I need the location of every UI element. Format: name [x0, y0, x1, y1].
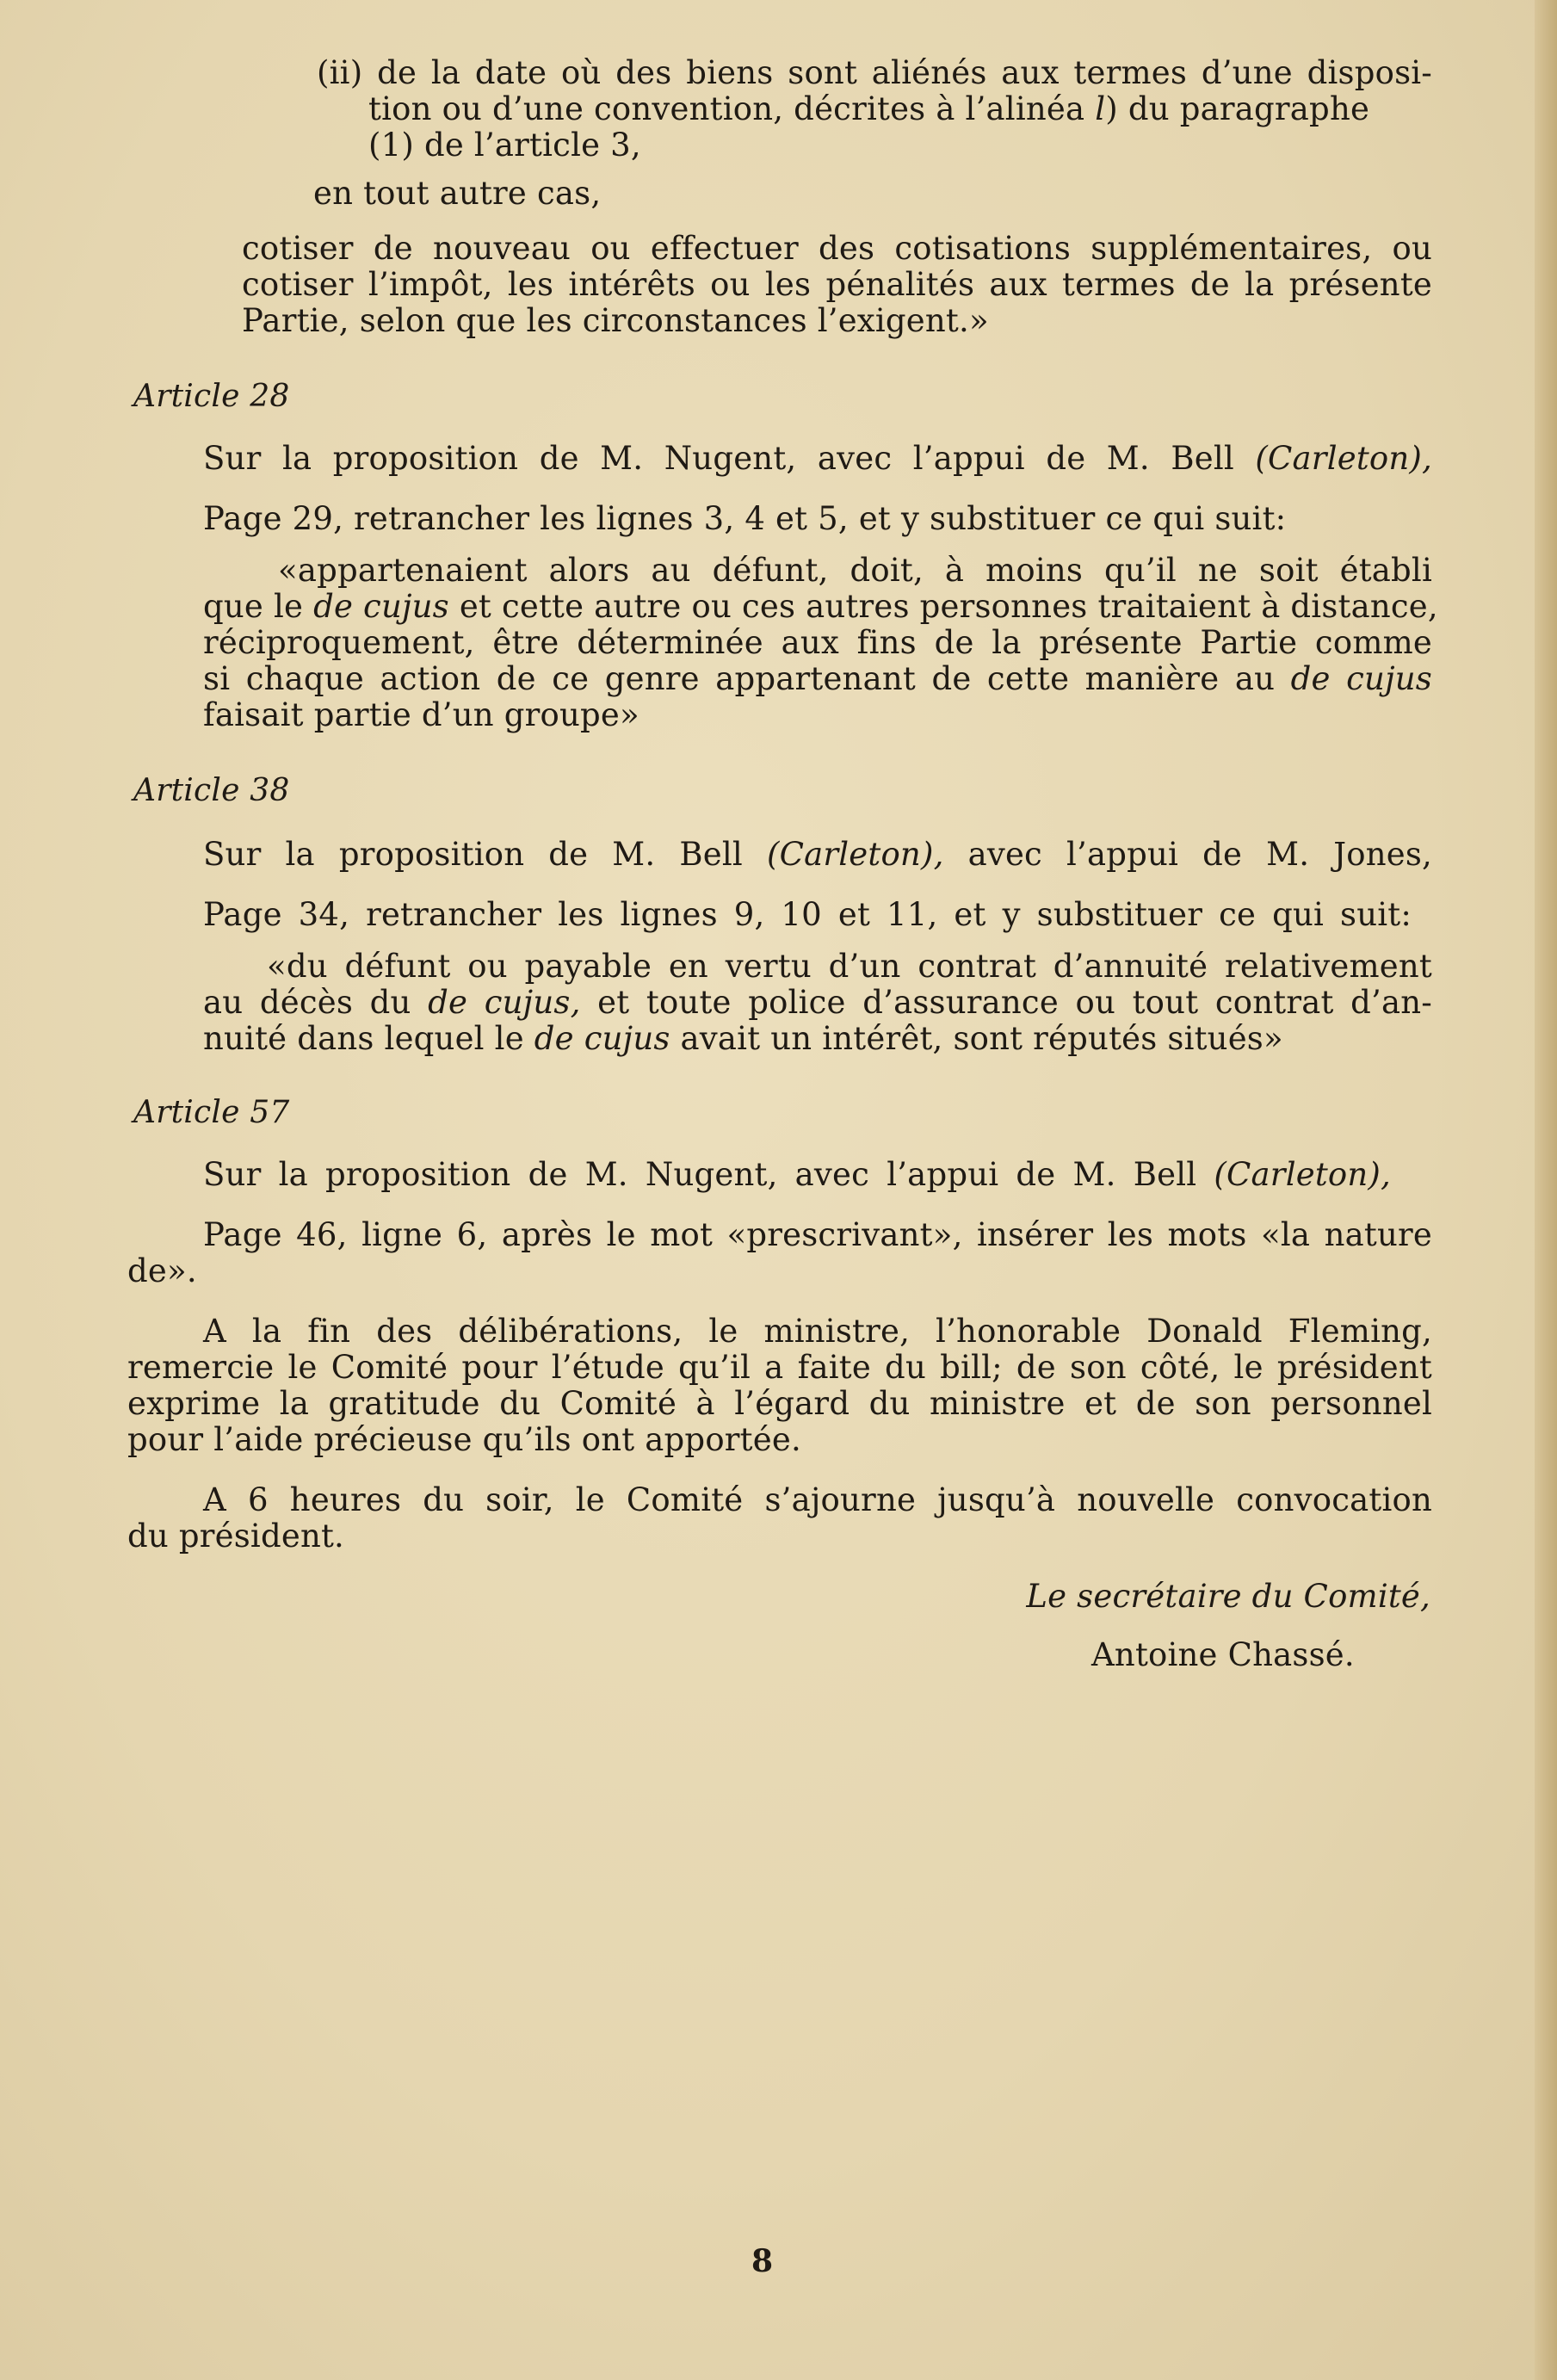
- paragraph-line: remercie le Comité pour l’étude qu’il a faite du bill; de son côté, le président: [127, 1349, 1432, 1386]
- page-number: 8: [751, 2243, 774, 2279]
- motion-line: [203, 1157, 1391, 1193]
- amendment-line: Page 46, ligne 6, après le mot «prescrivant», insérer les mots «la nature: [203, 1216, 1432, 1253]
- motion-line: [203, 837, 1432, 873]
- quote-line: [203, 1021, 1283, 1057]
- paragraph-line: A la fin des délibérations, le ministre, l’honorable Donald Fleming,: [203, 1313, 1432, 1350]
- text-segment: si chaque action de ce genre appartenant de cette manière au: [203, 660, 1291, 697]
- paragraph-line: pour l’aide précieuse qu’ils ont apportée.: [127, 1421, 801, 1458]
- amendment-line: Page 29, retrancher les lignes 3, 4 et 5, et y substituer ce qui suit:: [203, 500, 1287, 537]
- text-segment: Sur la proposition de M. Nugent, avec l’appui de M. Bell: [203, 440, 1256, 477]
- text-segment: et cette autre ou ces autres personnes traitaient à distance,: [448, 588, 1438, 625]
- text-segment: et toute police d’assurance ou tout contrat d’an-: [580, 984, 1432, 1021]
- amendment-line: de».: [127, 1252, 197, 1289]
- quote-line: «appartenaient alors au défunt, doit, à moins qu’il ne soit établi: [278, 552, 1432, 589]
- italic-term: (Carleton),: [1214, 1156, 1391, 1193]
- text-line: (ii) de la date où des biens sont aliénés aux termes d’une disposi-: [317, 54, 1432, 91]
- italic-term: de cujus: [1290, 660, 1432, 697]
- quote-line: [203, 588, 1438, 625]
- quote-line: «du défunt ou payable en vertu d’un contrat d’annuité relativement: [267, 948, 1432, 985]
- paragraph-line: exprime la gratitude du Comité à l’égard du ministre et de son personnel: [127, 1385, 1432, 1422]
- quote-line: [203, 985, 1432, 1021]
- section-heading: Article 57: [133, 1095, 290, 1130]
- paragraph-line: du président.: [127, 1518, 345, 1555]
- text-segment: avec l’appui de M. Jones,: [943, 836, 1432, 873]
- text-line: (1) de l’article 3,: [368, 127, 641, 164]
- text-segment: avait un intérêt, sont réputés situés»: [670, 1020, 1283, 1057]
- motion-line: [203, 441, 1432, 477]
- text-line: cotiser de nouveau ou effectuer des cotisations supplémentaires, ou: [242, 230, 1432, 267]
- text-segment: tion ou d’une convention, décrites à l’alinéa: [368, 90, 1096, 127]
- signature-title: Le secrétaire du Comité,: [1026, 1578, 1430, 1615]
- text-segment: Sur la proposition de M. Bell: [203, 836, 767, 873]
- italic-term: l: [1095, 90, 1106, 127]
- text-segment: nuité dans lequel le: [203, 1020, 534, 1057]
- quote-line: réciproquement, être déterminée aux fins de la présente Partie comme: [203, 624, 1432, 661]
- section-heading: Article 38: [133, 773, 290, 808]
- text-segment: Sur la proposition de M. Nugent, avec l’appui de M. Bell: [203, 1156, 1214, 1193]
- italic-term: de cujus: [313, 588, 449, 625]
- text-line: [368, 91, 1432, 127]
- italic-term: (Carleton),: [766, 836, 944, 873]
- text-segment: ) du paragraphe: [1105, 90, 1370, 127]
- quote-line: [203, 661, 1432, 697]
- section-heading: Article 28: [133, 379, 290, 414]
- signature-name: Antoine Chassé.: [1091, 1636, 1355, 1673]
- text-line: cotiser l’impôt, les intérêts ou les pénalités aux termes de la présente: [242, 266, 1432, 303]
- italic-term: de cujus: [534, 1020, 670, 1057]
- text-segment: que le: [203, 588, 314, 625]
- text-line: en tout autre cas,: [313, 175, 602, 212]
- italic-term: de cujus,: [428, 984, 581, 1021]
- text-segment: au décès du: [203, 984, 429, 1021]
- amendment-line: Page 34, retrancher les lignes 9, 10 et 11, et y substituer ce qui suit:: [203, 896, 1412, 933]
- italic-term: (Carleton),: [1255, 440, 1432, 477]
- text-line: Partie, selon que les circonstances l’exigent.»: [242, 302, 989, 339]
- paragraph-line: A 6 heures du soir, le Comité s’ajourne jusqu’à nouvelle convocation: [203, 1481, 1432, 1518]
- quote-line: faisait partie d’un groupe»: [203, 696, 639, 733]
- page-edge: [1535, 0, 1557, 2380]
